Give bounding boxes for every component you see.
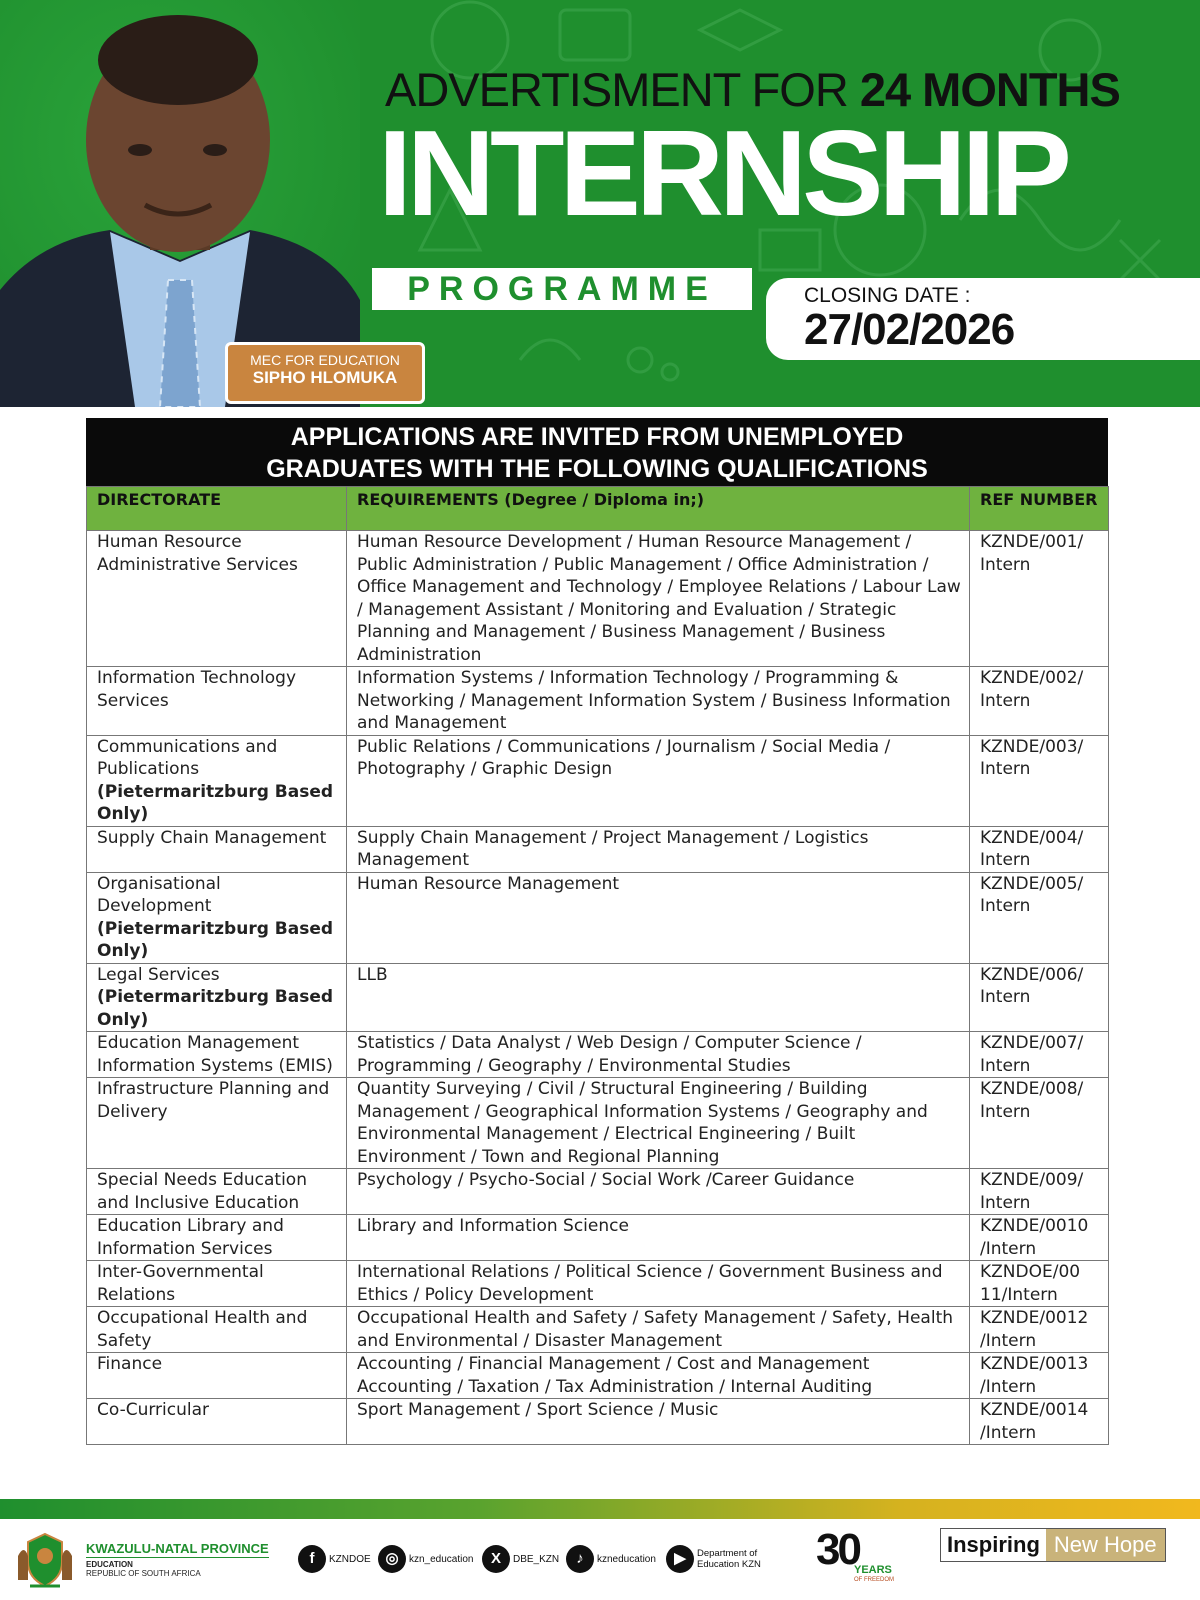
table-row	[87, 1169, 1109, 1215]
social-x[interactable]	[482, 1545, 559, 1573]
closing-date-label: CLOSING DATE :	[804, 284, 971, 307]
requirements-cell: Quantity Surveying / Civil / Structural Engineering / Building Management / Geographical Information Systems / Geography and Environmental Management / Electrical Engineering / Built Environment / Town and Regional Planning	[347, 1078, 970, 1169]
directorate-cell	[87, 667, 347, 736]
directorate-name: Special Needs Education and Inclusive Education	[97, 1170, 307, 1213]
internship-title: INTERNSHIP	[378, 105, 1067, 241]
directorate-name: Education Library and Information Services	[97, 1216, 284, 1259]
requirements-cell: International Relations / Political Science / Government Business and Ethics / Policy Development	[347, 1261, 970, 1307]
slogan-new-hope: New Hope	[1046, 1529, 1165, 1561]
youtube-handle: Department of Education KZN	[697, 1548, 761, 1570]
slogan-inspiring: Inspiring	[941, 1529, 1046, 1561]
facebook-icon: f	[298, 1545, 326, 1573]
years-label: YEARS	[854, 1564, 892, 1576]
republic-name: REPUBLIC OF SOUTH AFRICA	[86, 1569, 201, 1578]
table-row	[87, 1215, 1109, 1261]
column-header-ref-number: REF NUMBER	[970, 487, 1109, 531]
directorate-cell	[87, 1078, 347, 1169]
table-row	[87, 1353, 1109, 1399]
directorate-name: Education Management Information Systems (EMIS)	[97, 1033, 333, 1076]
requirements-cell: Human Resource Management	[347, 872, 970, 963]
tiktok-icon: ♪	[566, 1545, 594, 1573]
ref-number-cell: KZNDE/009/ Intern	[970, 1169, 1109, 1215]
directorate-name: Finance	[97, 1354, 163, 1374]
table-row	[87, 1078, 1109, 1169]
table-row	[87, 1032, 1109, 1078]
directorate-name: Occupational Health and Safety	[97, 1308, 308, 1351]
social-tiktok[interactable]	[566, 1545, 656, 1573]
ref-number-cell: KZNDE/0014 /Intern	[970, 1399, 1109, 1445]
table-row	[87, 1399, 1109, 1445]
x-handle: DBE_KZN	[513, 1553, 560, 1565]
province-branding	[86, 1541, 269, 1578]
requirements-cell: Supply Chain Management / Project Management / Logistics Management	[347, 826, 970, 872]
directorate-cell	[87, 872, 347, 963]
ref-number-cell: KZNDE/007/ Intern	[970, 1032, 1109, 1078]
directorate-cell	[87, 1261, 347, 1307]
ref-number-cell: KZNDE/006/ Intern	[970, 963, 1109, 1032]
youtube-icon: ▶	[666, 1545, 694, 1573]
directorate-cell	[87, 531, 347, 667]
directorate-name: Infrastructure Planning and Delivery	[97, 1079, 330, 1122]
inspiring-new-hope-logo	[940, 1528, 1166, 1562]
directorate-name: Supply Chain Management	[97, 827, 327, 848]
footer-gradient-stripe	[0, 1499, 1200, 1519]
requirements-cell: LLB	[347, 963, 970, 1032]
table-header-row	[87, 487, 1109, 531]
province-name: KWAZULU-NATAL PROVINCE	[86, 1541, 269, 1556]
social-instagram[interactable]	[378, 1545, 474, 1573]
directorate-cell	[87, 1169, 347, 1215]
ref-number-cell: KZNDE/008/ Intern	[970, 1078, 1109, 1169]
years-sublabel: OF FREEDOM	[854, 1577, 894, 1583]
banner-line-1: APPLICATIONS ARE INVITED FROM UNEMPLOYED	[290, 423, 904, 451]
requirements-cell: Library and Information Science	[347, 1215, 970, 1261]
requirements-cell: Occupational Health and Safety / Safety Management / Safety, Health and Environmental / Disaster Management	[347, 1307, 970, 1353]
directorate-cell	[87, 826, 347, 872]
tiktok-handle: kzneducation	[597, 1553, 656, 1565]
requirements-cell: Human Resource Development / Human Resource Management / Public Administration / Public Management / Office Administration / Office Management and Technology / Employee Relations / Labour Law / Management Assistant / Monitoring and Evaluation / Strategic Planning and Management / Business Management / Business Administration	[347, 531, 970, 667]
mec-name-badge	[225, 342, 425, 404]
ref-number-cell: KZNDE/003/ Intern	[970, 735, 1109, 826]
directorate-cell	[87, 1032, 347, 1078]
requirements-cell: Sport Management / Sport Science / Music	[347, 1399, 970, 1445]
directorate-cell	[87, 1215, 347, 1261]
ref-number-cell: KZNDE/004/ Intern	[970, 826, 1109, 872]
table-row	[87, 1261, 1109, 1307]
table-row	[87, 826, 1109, 872]
ref-number-cell: KZNDE/005/ Intern	[970, 872, 1109, 963]
advert-heading-duration: 24 MONTHS	[859, 63, 1120, 116]
requirements-cell: Public Relations / Communications / Journalism / Social Media / Photography / Graphic Design	[347, 735, 970, 826]
ref-number-cell: KZNDOE/00 11/Intern	[970, 1261, 1109, 1307]
closing-date-value: 27/02/2026	[804, 305, 1015, 354]
kzn-coat-of-arms-icon	[12, 1526, 78, 1592]
requirements-cell: Statistics / Data Analyst / Web Design / Computer Science / Programming / Geography / Environmental Studies	[347, 1032, 970, 1078]
table-row	[87, 963, 1109, 1032]
ref-number-cell: KZNDE/0012 /Intern	[970, 1307, 1109, 1353]
ref-number-cell: KZNDE/002/ Intern	[970, 667, 1109, 736]
ref-number-cell: KZNDE/001/ Intern	[970, 531, 1109, 667]
advert-heading-prefix: ADVERTISMENT FOR	[385, 63, 860, 116]
directorate-cell	[87, 963, 347, 1032]
directorate-cell	[87, 1307, 347, 1353]
social-facebook[interactable]	[298, 1545, 371, 1573]
social-youtube[interactable]	[666, 1545, 767, 1573]
location-note: (Pietermaritzburg Based Only)	[97, 987, 334, 1030]
footer-bar	[0, 1519, 1200, 1600]
header-banner	[0, 0, 1200, 407]
facebook-handle: KZNDOE	[329, 1553, 371, 1565]
directorate-cell	[87, 735, 347, 826]
ref-number-cell: KZNDE/0010 /Intern	[970, 1215, 1109, 1261]
directorate-name: Co-Curricular	[97, 1400, 210, 1420]
thirty-years-freedom-logo	[814, 1519, 894, 1599]
banner-line-2: GRADUATES WITH THE FOLLOWING QUALIFICATIONS	[266, 455, 928, 483]
table-row	[87, 872, 1109, 963]
department-name: EDUCATION	[86, 1560, 133, 1569]
directorate-name: Human Resource Administrative Services	[97, 532, 298, 575]
directorate-name: Organisational Development	[97, 873, 221, 916]
ref-number-cell: KZNDE/0013 /Intern	[970, 1353, 1109, 1399]
location-note: (Pietermaritzburg Based Only)	[97, 918, 334, 961]
mec-name: SIPHO HLOMUKA	[252, 368, 398, 387]
requirements-cell: Information Systems / Information Technology / Programming & Networking / Management Information System / Business Information and Management	[347, 667, 970, 736]
directorate-name: Information Technology Services	[97, 668, 297, 711]
location-note: (Pietermaritzburg Based Only)	[97, 781, 334, 824]
instagram-handle: kzn_education	[409, 1553, 474, 1565]
directorate-name: Communications and Publications	[97, 736, 278, 779]
directorate-cell	[87, 1399, 347, 1445]
table-row	[87, 735, 1109, 826]
years-number: 30	[816, 1525, 859, 1574]
column-header-requirements: REQUIREMENTS (Degree / Diploma in;)	[347, 487, 970, 531]
directorate-name: Inter-Governmental Relations	[97, 1262, 264, 1305]
requirements-cell: Accounting / Financial Management / Cost and Management Accounting / Taxation / Tax Administration / Internal Auditing	[347, 1353, 970, 1399]
table-row	[87, 1307, 1109, 1353]
programme-label: PROGRAMME	[372, 268, 752, 310]
instagram-icon: ◎	[378, 1545, 406, 1573]
table-row	[87, 667, 1109, 736]
applications-banner	[86, 418, 1108, 486]
qualifications-table	[86, 486, 1109, 1445]
directorate-cell	[87, 1353, 347, 1399]
mec-role: MEC FOR EDUCATION	[250, 352, 400, 368]
closing-date-panel	[766, 278, 1200, 360]
directorate-name: Legal Services	[97, 964, 220, 985]
table-row	[87, 531, 1109, 667]
requirements-cell: Psychology / Psycho-Social / Social Work /Career Guidance	[347, 1169, 970, 1215]
column-header-directorate: DIRECTORATE	[87, 487, 347, 531]
x-icon: X	[482, 1545, 510, 1573]
